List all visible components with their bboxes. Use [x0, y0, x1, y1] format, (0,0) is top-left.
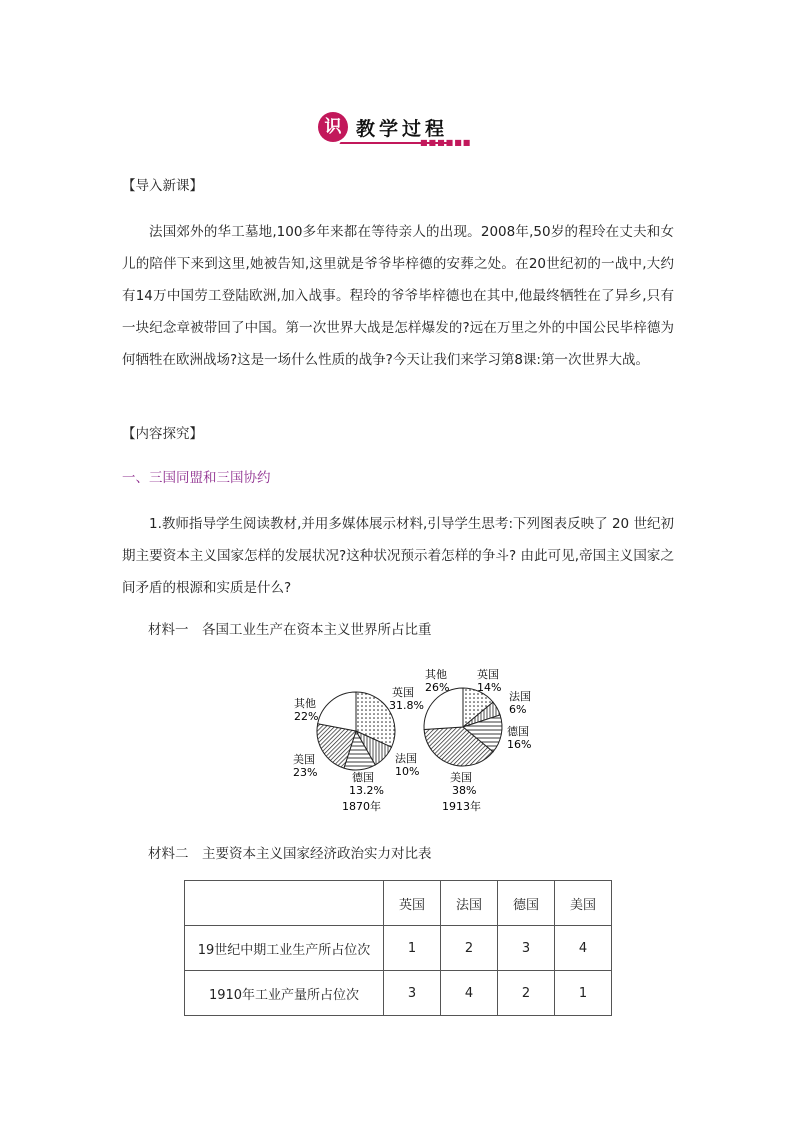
pie1-label-pct-0: 31.8%: [389, 699, 424, 712]
pie1-label-pct-3: 23%: [293, 766, 318, 779]
pie2-label-name-4: 其他: [425, 668, 447, 681]
header-badge-icon: 识: [318, 112, 348, 142]
table-cell: 2: [441, 926, 498, 971]
pie1-label-name-1: 法国: [395, 752, 417, 765]
table-row: [185, 971, 612, 1016]
table-header-cell: [185, 881, 384, 926]
pie2-label-pct-3: 38%: [452, 784, 477, 797]
pie1-slice-4: [318, 692, 356, 731]
section-explore-heading: 【内容探究】: [122, 426, 203, 442]
table-header-row: [185, 881, 612, 926]
pie2-label-name-1: 法国: [509, 690, 531, 703]
pie2-label-pct-2: 16%: [507, 738, 532, 751]
comparison-table: [184, 880, 612, 1016]
table-header-cell: 德国: [498, 881, 555, 926]
pie2-label-name-3: 美国: [450, 771, 472, 784]
material-2-caption: 材料二 主要资本主义国家经济政治实力对比表: [148, 846, 432, 862]
pie1-label-name-2: 德国: [352, 771, 374, 784]
table-header-cell: 英国: [384, 881, 441, 926]
page-title: 教学过程: [356, 118, 449, 140]
pie1-label-name-4: 其他: [294, 697, 316, 710]
pie2-slice-4: [424, 688, 463, 729]
pie1-label-name-3: 美国: [293, 753, 315, 766]
table-row: [185, 926, 612, 971]
pie1-label-name-0: 英国: [392, 686, 414, 699]
pie1-year-label: 1870年: [342, 800, 381, 813]
material-1-caption: 材料一 各国工业生产在资本主义世界所占比重: [148, 622, 432, 638]
pie2-label-pct-0: 14%: [477, 681, 502, 694]
task1-paragraph: 1.教师指导学生阅读教材,并用多媒体展示材料,引导学生思考:下列图表反映了 20 世纪初期主要资本主义国家怎样的发展状况?这种状况预示着怎样的争斗? 由此可见,帝国主义国家之间矛盾的根源和实质是什么?: [122, 516, 674, 596]
table-cell: 1: [384, 926, 441, 971]
pie1-label-pct-1: 10%: [395, 765, 420, 778]
table-cell: 3: [498, 926, 555, 971]
section-intro-heading: 【导入新课】: [122, 178, 203, 194]
pie1-label-pct-2: 13.2%: [349, 784, 384, 797]
table-header-cell: 美国: [555, 881, 612, 926]
table-cell: 3: [384, 971, 441, 1016]
pie2-label-pct-1: 6%: [509, 703, 527, 716]
header-dots: ■■■■■■: [420, 138, 472, 147]
table-cell: 4: [555, 926, 612, 971]
table-cell: 1910年工业产量所占位次: [185, 971, 384, 1016]
pie2-year-label: 1913年: [442, 800, 481, 813]
table-cell: 1: [555, 971, 612, 1016]
table-cell: 4: [441, 971, 498, 1016]
table-header-cell: 法国: [441, 881, 498, 926]
pie2-label-pct-4: 26%: [425, 681, 450, 694]
part1-heading: 一、三国同盟和三国协约: [122, 470, 271, 486]
table-cell: 2: [498, 971, 555, 1016]
table-cell: 19世纪中期工业生产所占位次: [185, 926, 384, 971]
pie2-label-name-2: 德国: [507, 725, 529, 738]
pie1-label-pct-4: 22%: [294, 710, 319, 723]
pie2-label-name-0: 英国: [477, 668, 499, 681]
intro-paragraph: 法国郊外的华工墓地,100多年来都在等待亲人的出现。2008年,50岁的程玲在丈夫和女儿的陪伴下来到这里,她被告知,这里就是爷爷毕梓德的安葬之处。在20世纪初的一战中,大约有14万中国劳工登陆欧洲,加入战事。程玲的爷爷毕梓德也在其中,他最终牺牲在了异乡,只有一块纪念章被带回了中国。第一次世界大战是怎样爆发的?远在万里之外的中国公民毕梓德为何牺牲在欧洲战场?这是一场什么性质的战争?今天让我们来学习第8课:第一次世界大战。: [122, 224, 674, 368]
